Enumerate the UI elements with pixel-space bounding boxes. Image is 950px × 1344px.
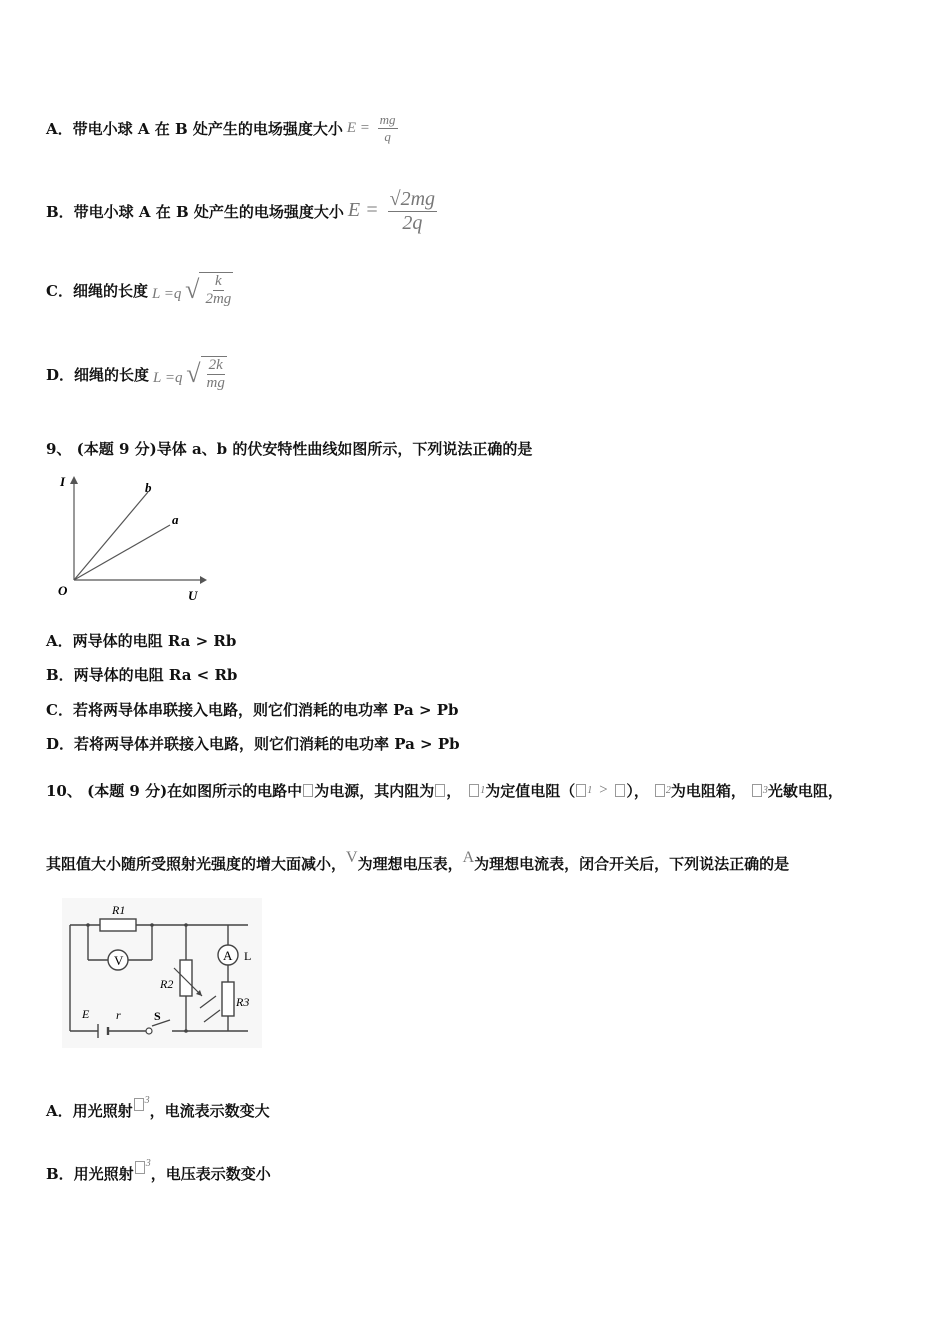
q8-d-lhs: L =q <box>153 370 183 386</box>
q10-stem-text: 为定值电阻（ <box>485 782 576 800</box>
q10-stem-text: ）， <box>626 782 649 800</box>
q8-d-num: 2k <box>208 357 223 373</box>
missing-glyph-icon <box>655 784 665 797</box>
line-a <box>74 525 170 580</box>
q9-option-c[interactable]: C．若将两导体串联接入电路，则它们消耗的电功率 Pa > Pb <box>46 701 459 719</box>
line-b <box>74 492 148 580</box>
q10-stem-text: 光敏电阻， <box>767 782 843 800</box>
q9-option-d[interactable]: D．若将两导体并联接入电路，则它们消耗的电功率 Pa > Pb <box>46 735 460 753</box>
greater-than: > <box>598 782 609 798</box>
subscript: 3 <box>762 785 768 796</box>
switch-contact <box>146 1028 152 1034</box>
q8-option-a[interactable] <box>46 112 398 145</box>
l-label: L <box>244 949 252 963</box>
q10-option-b[interactable] <box>46 1158 271 1184</box>
q8-c-num: k <box>215 273 222 289</box>
q10-stem-text: 为电阻箱， <box>670 782 746 800</box>
q8-option-b-formula <box>348 188 437 235</box>
line-b-label: b <box>145 480 152 495</box>
q8-a-lhs: E = <box>346 119 370 136</box>
q8-d-den: mg <box>206 375 225 391</box>
resistor-r3 <box>222 982 234 1016</box>
line-a-label: a <box>172 512 179 527</box>
q8-c-den: 2mg <box>205 291 232 307</box>
subscript: 1 <box>480 785 486 796</box>
missing-glyph-icon <box>469 784 479 797</box>
q10-stem-text: 其阻值大小随所受照射光强度的增大面减小， <box>46 855 347 873</box>
q8-c-sqrt <box>185 272 233 308</box>
q8-option-d[interactable] <box>46 356 227 392</box>
subscript: 2 <box>665 785 671 796</box>
missing-glyph-icon <box>135 1161 145 1174</box>
origin-label: O <box>58 583 68 598</box>
ammeter-symbol: A <box>462 848 475 866</box>
ammeter-label: A <box>223 948 233 963</box>
sqrt-symbol: √ <box>186 359 201 388</box>
q8-option-a-text: A．带电小球 A 在 B 处产生的电场强度大小 <box>46 120 343 138</box>
q8-a-den: q <box>384 129 391 144</box>
q10-stem-text: 10、 (本题 9 分)在如图所示的电路中 <box>46 782 303 800</box>
q9-option-b[interactable]: B．两导体的电阻 Ra < Rb <box>46 666 238 684</box>
y-axis-label: I <box>60 474 66 489</box>
missing-glyph-icon <box>134 1098 144 1111</box>
q8-option-d-text: D．细绳的长度 <box>46 365 150 384</box>
q10-stem-text: 为理想电流表，闭合开关后，下列说法正确的是 <box>474 855 790 873</box>
q10-option-a-text: ，电流表示数变大 <box>149 1102 270 1120</box>
voltmeter-symbol: V <box>346 848 358 866</box>
q8-option-b-text: B．带电小球 A 在 B 处产生的电场强度大小 <box>46 203 344 221</box>
subscript: 3 <box>144 1095 150 1106</box>
q10-stem-line1 <box>46 780 843 801</box>
q9-iu-graph <box>52 470 212 605</box>
q9-stem: 9、 (本题 9 分)导体 a、b 的伏安特性曲线如图所示，下列说法正确的是 <box>46 440 533 458</box>
q8-b-num: √2mg <box>389 188 436 210</box>
q10-stem-text: 为理想电压表， <box>357 855 463 873</box>
q10-option-a-text: A．用光照射 <box>46 1102 133 1120</box>
q8-d-radicand <box>201 356 227 392</box>
s-label: S <box>154 1009 161 1023</box>
r1-label: R1 <box>112 903 126 917</box>
q8-c-radicand <box>199 272 233 308</box>
resistor-r1 <box>100 919 136 931</box>
r2-label: R2 <box>160 977 174 991</box>
q8-option-b[interactable] <box>46 188 437 235</box>
q9-option-a[interactable]: A．两导体的电阻 Ra > Rb <box>46 632 237 650</box>
subscript: 1 <box>587 785 593 796</box>
q10-option-a[interactable] <box>46 1095 270 1121</box>
q10-option-b-text: B．用光照射 <box>46 1165 134 1183</box>
q8-option-a-formula <box>347 112 398 145</box>
q8-option-c-formula <box>152 272 233 308</box>
missing-glyph-icon <box>752 784 762 797</box>
q8-b-lhs: E = <box>347 199 379 222</box>
voltmeter-label: V <box>114 953 124 968</box>
q10-stem-line2 <box>46 848 790 874</box>
q8-d-sqrt <box>186 356 227 392</box>
e-label: E <box>82 1007 90 1021</box>
q10-option-b-text: ，电压表示数变小 <box>150 1165 271 1183</box>
circuit-background <box>62 898 262 1048</box>
q8-a-fraction <box>378 112 398 145</box>
x-axis-label: U <box>188 588 198 603</box>
q10-stem-text: 为电源，其内阻为 <box>314 782 435 800</box>
missing-glyph-icon <box>576 784 586 797</box>
resistor-r2 <box>180 960 192 996</box>
r-label: r <box>116 1008 121 1022</box>
missing-glyph-icon <box>303 784 313 797</box>
q8-b-den: 2q <box>402 212 423 234</box>
q8-c-fraction <box>205 273 231 308</box>
q8-option-c-text: C．细绳的长度 <box>46 281 148 300</box>
q8-b-fraction <box>388 188 437 235</box>
q8-a-num: mg <box>379 112 396 127</box>
q8-c-lhs: L =q <box>151 286 182 302</box>
y-axis-arrow-icon <box>70 476 78 484</box>
q8-option-c[interactable] <box>46 272 233 308</box>
r3-label: R3 <box>236 995 250 1009</box>
x-axis-arrow-icon <box>200 576 207 584</box>
q10-circuit-diagram <box>62 898 262 1048</box>
q10-stem-text: ， <box>446 782 462 800</box>
missing-glyph-icon <box>615 784 625 797</box>
missing-glyph-icon <box>435 784 445 797</box>
subscript: 3 <box>145 1158 151 1169</box>
q8-d-fraction <box>207 357 225 392</box>
q8-option-d-formula <box>153 356 227 392</box>
sqrt-symbol: √ <box>185 275 200 304</box>
